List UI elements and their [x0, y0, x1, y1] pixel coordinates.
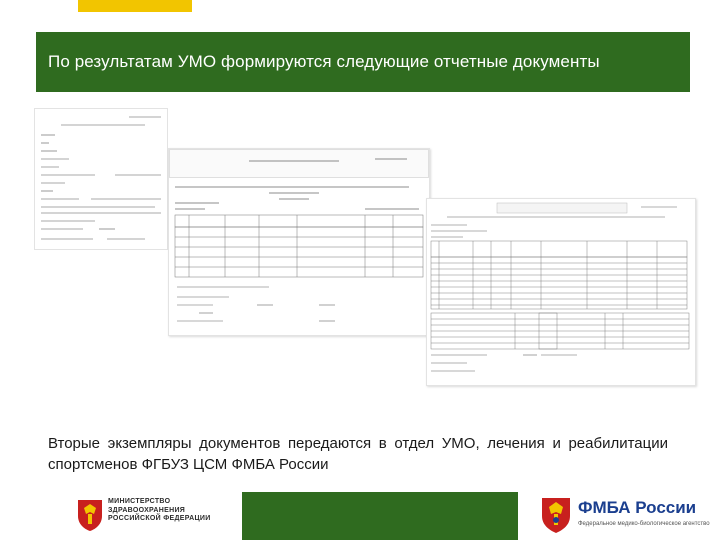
report-document-thumbnail-1: [34, 108, 168, 250]
report-document-thumbnail-3: [426, 198, 696, 386]
fmba-logo-subtitle: Федеральное медико-биологическое агентство: [578, 521, 710, 527]
coat-of-arms-icon: [76, 498, 104, 532]
footer-green-band: [242, 492, 518, 540]
fmba-logo: [518, 490, 720, 540]
fmba-logo-title: ФМБА России: [578, 498, 697, 517]
body-paragraph: Вторые экземпляры документов передаются в отдел УМО, лечения и реабилитации спортсменов ФГБУЗ ЦСМ ФМБА России: [48, 435, 668, 473]
top-accent-bar: [78, 0, 192, 12]
header-bar: [36, 32, 690, 92]
page-title: По результатам УМО формируются следующие отчетные документы: [48, 52, 600, 71]
ministry-logo: [70, 490, 242, 540]
report-document-thumbnail-2: [168, 148, 430, 336]
ministry-logo-text: МИНИСТЕРСТВО ЗДРАВООХРАНЕНИЯ РОССИЙСКОЙ ФЕДЕРАЦИИ: [108, 498, 211, 522]
coat-of-arms-icon: [540, 496, 572, 534]
